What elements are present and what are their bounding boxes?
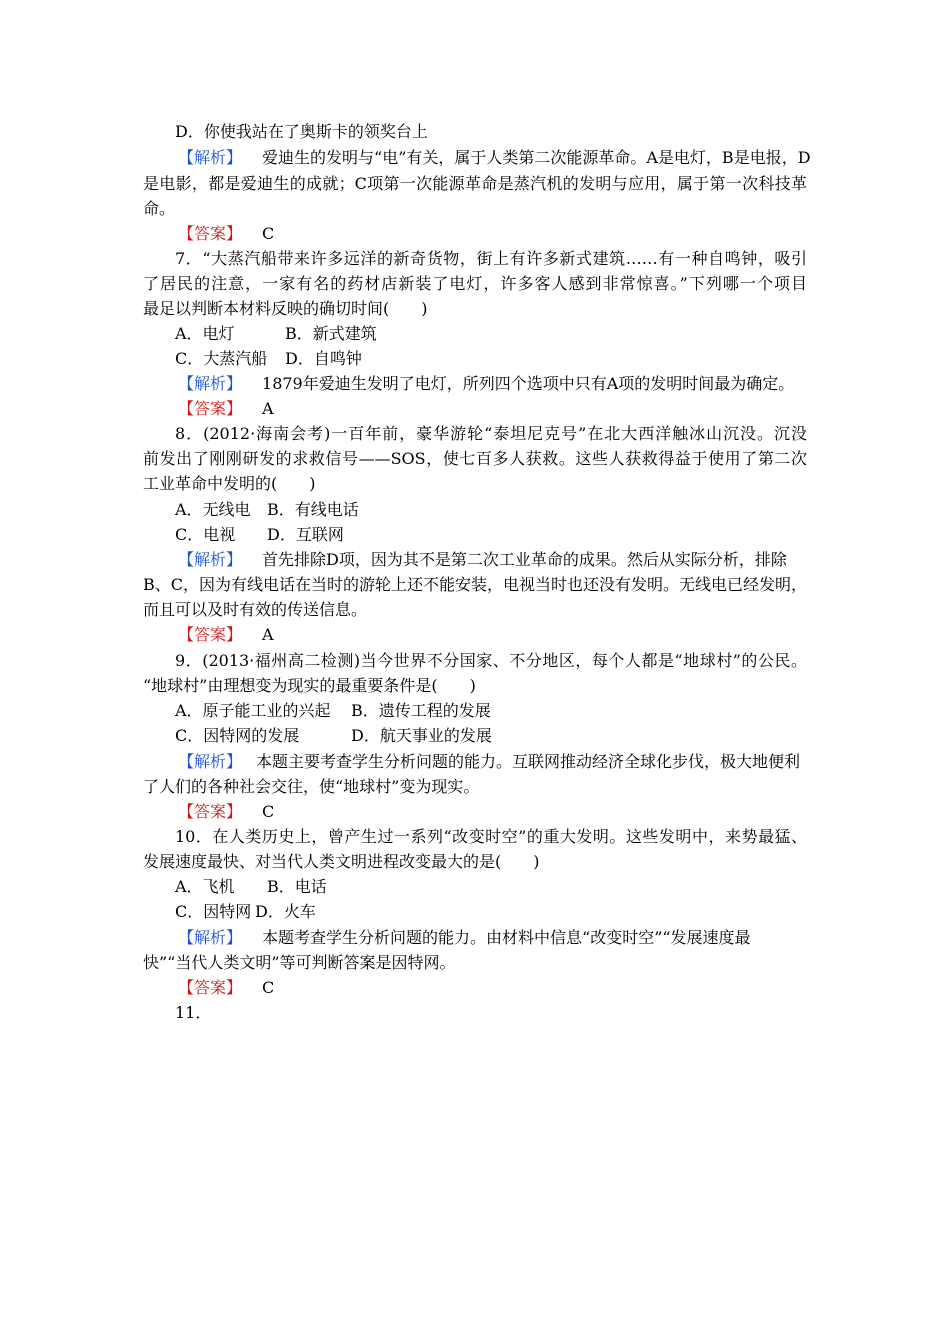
q8-stem-cont: 前发出了刚刚研发的求救信号——SOS，使七百多人获救。这些人获救得益于使用了第二次: [143, 449, 807, 468]
q11-stem: 11．: [175, 1003, 212, 1022]
q10-stem: 10．在人类历史上，曾产生过一系列“改变时空”的重大发明。这些发明中，来势最猛、: [175, 827, 807, 846]
analysis-tag: 【解析】: [178, 550, 243, 569]
q7-stem-cont: 了居民的注意，一家有名的药材店新装了电灯，许多客人感到非常惊喜。”下列哪一个项目: [143, 274, 807, 293]
q6-analysis-line: 【解析】 爱迪生的发明与“电”有关，属于人类第二次能源革命。A是电灯，B是电报，D: [178, 148, 811, 167]
q6-option-d: D．你使我站在了奥斯卡的领奖台上: [175, 122, 428, 141]
answer-tag: 【答案】: [178, 802, 243, 821]
answer-tag: 【答案】: [178, 625, 243, 644]
q8-analysis-cont: B、C，因为有线电话在当时的游轮上还不能安装，电视当时也还没有发明。无线电已经发明，: [143, 575, 808, 594]
q8-stem-cont: 工业革命中发明的( ): [143, 474, 316, 493]
answer-tag: 【答案】: [178, 978, 243, 997]
q10-answer: 【答案】 C: [178, 978, 275, 997]
answer-tag: 【答案】: [178, 399, 243, 418]
analysis-tag: 【解析】: [178, 374, 243, 393]
q7-answer: 【答案】 A: [178, 399, 274, 418]
q10-analysis-line: 【解析】 本题考查学生分析问题的能力。由材料中信息“改变时空”“发展速度最: [178, 928, 751, 947]
q9-option-row: A．原子能工业的兴起 B．遗传工程的发展: [175, 701, 491, 720]
analysis-tag: 【解析】: [178, 148, 243, 167]
q7-option-row: A．电灯 B．新式建筑: [175, 324, 377, 343]
q7-option-row: C．大蒸汽船 D．自鸣钟: [175, 349, 362, 368]
q9-stem: 9．(2013·福州高二检测)当今世界不分国家、不分地区，每个人都是“地球村”的公民。: [175, 651, 807, 670]
answer-tag: 【答案】: [178, 224, 243, 243]
q10-option-row: C．因特网 D．火车: [175, 902, 316, 921]
q9-answer: 【答案】 C: [178, 802, 275, 821]
q8-option-row: A．无线电 B．有线电话: [175, 500, 359, 519]
q9-stem-cont: “地球村”由理想变为现实的最重要条件是( ): [143, 676, 476, 695]
q8-analysis-line: 【解析】 首先排除D项，因为其不是第二次工业革命的成果。然后从实际分析，排除: [178, 550, 787, 569]
q10-stem-cont: 发展速度最快、对当代人类文明进程改变最大的是( ): [143, 852, 540, 871]
q9-option-row: C．因特网的发展 D．航天事业的发展: [175, 726, 492, 745]
analysis-tag: 【解析】: [178, 752, 243, 771]
q9-analysis-cont: 了人们的各种社会交往，使“地球村”变为现实。: [143, 777, 480, 796]
q8-answer: 【答案】 A: [178, 625, 274, 644]
q6-analysis-cont: 是电影，都是爱迪生的成就；C项第一次能源革命是蒸汽机的发明与应用，属于第一次科技革: [143, 174, 807, 193]
q7-stem-cont: 最足以判断本材料反映的确切时间( ): [143, 299, 428, 318]
q6-analysis-cont: 命。: [143, 199, 176, 218]
q8-stem: 8．(2012·海南会考)一百年前，豪华游轮“泰坦尼克号”在北大西洋触冰山沉没。沉没: [175, 424, 807, 443]
q10-analysis-cont: 快”“当代人类文明”等可判断答案是因特网。: [143, 953, 456, 972]
q8-option-row: C．电视 D．互联网: [175, 525, 344, 544]
q7-analysis-line: 【解析】 1879年爱迪生发明了电灯，所列四个选项中只有A项的发明时间最为确定。: [178, 374, 795, 393]
q6-answer: 【答案】 C: [178, 224, 275, 243]
q8-analysis-cont: 而且可以及时有效的传送信息。: [143, 600, 368, 619]
q9-analysis-line: 【解析】 本题主要考查学生分析问题的能力。互联网推动经济全球化步伐，极大地便利: [178, 752, 801, 771]
q10-option-row: A．飞机 B．电话: [175, 877, 327, 896]
q7-stem: 7．“大蒸汽船带来许多远洋的新奇货物，街上有许多新式建筑……有一种自鸣钟，吸引: [175, 249, 807, 268]
analysis-tag: 【解析】: [178, 928, 243, 947]
